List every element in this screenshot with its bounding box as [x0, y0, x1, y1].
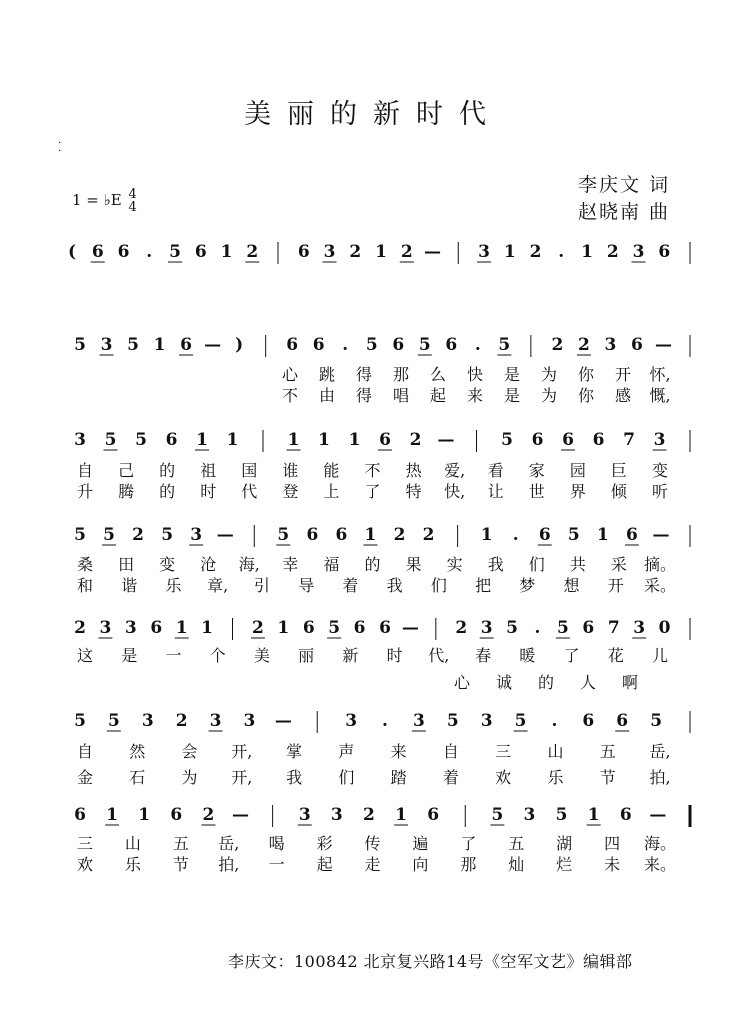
note-symbol: 5: [514, 711, 527, 731]
lyric-char: 跳: [318, 365, 336, 384]
note-symbol: 6: [379, 618, 391, 638]
note-symbol: 6: [335, 525, 348, 545]
lyric-char: 乐: [124, 855, 141, 874]
note-symbol: 5: [567, 525, 580, 545]
note-symbol: 6: [170, 805, 183, 825]
note-symbol: 1: [480, 525, 493, 545]
note-symbol: 2: [74, 618, 86, 638]
lyric-char: 果: [405, 555, 422, 574]
note-symbol: 5: [418, 335, 431, 355]
lyric-char: 得: [355, 365, 373, 384]
lyric-char: 开,: [231, 742, 253, 761]
note-symbol: 5: [365, 335, 378, 355]
lyric-char: 三: [76, 834, 94, 853]
time-unit: 4: [128, 200, 137, 215]
lyric-char: 巨: [610, 461, 627, 480]
lyric-char: 摘。: [643, 555, 677, 574]
note-symbol: 3: [141, 711, 154, 731]
lyric-char: 自: [76, 742, 94, 761]
lyric-char: 着: [442, 768, 459, 787]
lyric-char: 是: [503, 386, 521, 405]
note-symbol: ): [235, 335, 244, 355]
note-symbol: 6: [150, 618, 163, 638]
lyric-char: 我: [286, 768, 303, 787]
note-symbol: 5: [104, 430, 117, 450]
note-symbol: 1: [226, 430, 239, 450]
lyric-char: 为: [181, 768, 198, 787]
note-symbol: 1: [201, 618, 214, 638]
lyric-char: 代: [241, 482, 258, 501]
note-symbol: 1: [581, 242, 593, 262]
note-symbol: 6: [427, 805, 440, 825]
lyric-char: 为: [540, 365, 558, 384]
note-symbol: 6: [625, 525, 638, 545]
lyric-char: 怀,: [649, 365, 671, 384]
note-symbol: 1: [503, 242, 516, 262]
lyric-char: 是: [121, 646, 138, 665]
lyric-char: 金: [76, 768, 94, 787]
lyric-char: 五: [508, 834, 525, 853]
lyric-char: 引: [253, 576, 270, 595]
lyric-char: 快: [466, 365, 484, 384]
lyric-char: 石: [129, 768, 146, 787]
lyric-char: 节: [172, 855, 189, 874]
lyricist-credit: 李庆文 词: [578, 174, 671, 196]
lyric-char: 把: [475, 576, 492, 595]
lyric-char: 我: [487, 555, 504, 574]
note-symbol: —: [204, 335, 222, 355]
note-symbol: 2: [606, 242, 619, 262]
lyric-char: 喝: [268, 834, 285, 853]
note-symbol: —: [401, 618, 419, 638]
note-symbol: 5: [650, 711, 663, 731]
note-symbol: 2: [202, 805, 215, 825]
lyric-char: 实: [446, 555, 463, 574]
lyric-char: 四: [604, 834, 621, 853]
note-symbol: 6: [592, 430, 605, 450]
lyric-char: 采: [610, 555, 627, 574]
note-symbol: .: [382, 711, 388, 731]
note-symbol: 6: [531, 430, 544, 450]
lyric-char: 是: [503, 365, 521, 384]
lyric-char: 自: [442, 742, 459, 761]
note-symbol: 5: [127, 335, 139, 355]
note-symbol: 1: [364, 525, 377, 545]
lyric-char: 不: [281, 386, 299, 405]
note-symbol: 6: [286, 335, 299, 355]
note-symbol: 5: [74, 525, 86, 545]
key-label: 1 = ♭E: [72, 191, 122, 209]
lyric-char: 了: [364, 482, 381, 501]
time-beats: 4: [128, 187, 137, 202]
note-symbol: 2: [400, 242, 413, 262]
lyric-char: 祖: [200, 461, 217, 480]
lyric-char: 起: [429, 386, 447, 405]
lyric-char: 你: [577, 365, 595, 384]
lyric-char: 了: [563, 646, 580, 665]
lyric-char: 们: [338, 768, 355, 787]
note-symbol: 2: [132, 525, 145, 545]
lyric-char: 山: [547, 742, 564, 761]
lyric-char: 采。: [643, 576, 677, 595]
note-symbol: 5: [498, 335, 511, 355]
lyric-char: 腾: [118, 482, 135, 501]
note-symbol: 3: [523, 805, 536, 825]
lyric-char: 海。: [643, 834, 677, 853]
lyric-char: 啊: [621, 673, 639, 692]
lyric-char: 一: [165, 646, 182, 665]
lyric-char: 向: [412, 855, 429, 874]
lyric-char: 能: [323, 461, 340, 480]
lyric-char: 欢: [495, 768, 512, 787]
lyric-char: 时: [386, 646, 403, 665]
lyric-char: 为: [540, 386, 558, 405]
lyric-char: 我: [386, 576, 403, 595]
note-symbol: 1: [395, 805, 407, 825]
lyric-char: 的: [159, 461, 176, 480]
lyric-char: 丽: [298, 646, 315, 665]
note-symbol: 6: [312, 335, 325, 355]
lyric-char: 来: [466, 386, 484, 405]
note-symbol: 6: [353, 618, 366, 638]
note-symbol: 3: [653, 430, 666, 450]
note-symbol: .: [534, 618, 541, 638]
note-symbol: 3: [243, 711, 256, 731]
lyric-char: 界: [569, 482, 586, 501]
lyric-char: 来。: [643, 855, 677, 874]
note-symbol: 5: [135, 430, 147, 450]
lyric-char: 不: [364, 461, 381, 480]
lyric-char: 们: [430, 576, 447, 595]
note-symbol: —: [649, 805, 667, 825]
lyric-char: 新: [342, 646, 359, 665]
lyric-char: 烂: [556, 855, 573, 874]
lyric-char: 得: [355, 386, 373, 405]
lyric-char: 踏: [390, 768, 407, 787]
note-symbol: 6: [379, 430, 391, 450]
lyric-char: 听: [651, 482, 669, 501]
lyric-char: 欢: [76, 855, 94, 874]
note-symbol: 2: [455, 618, 468, 638]
note-symbol: 5: [506, 618, 519, 638]
note-symbol: 7: [607, 618, 620, 638]
note-symbol: 1: [287, 430, 300, 450]
note-symbol: 2: [363, 805, 375, 825]
note-symbol: 2: [529, 242, 542, 262]
lyric-char: 开: [607, 576, 624, 595]
note-symbol: .: [342, 335, 349, 355]
note-symbol: 6: [74, 805, 86, 825]
lyric-char: 快,: [444, 482, 466, 501]
note-symbol: 3: [323, 242, 336, 262]
note-symbol: 2: [551, 335, 564, 355]
note-symbol: 1: [375, 242, 387, 262]
lyric-char: 声: [338, 742, 355, 761]
note-symbol: 5: [169, 242, 181, 262]
lyric-char: 的: [537, 673, 555, 692]
note-symbol: 3: [633, 618, 646, 638]
note-symbol: 3: [412, 711, 425, 731]
note-symbol: 6: [619, 805, 632, 825]
note-symbol: 6: [302, 618, 315, 638]
note-symbol: 6: [165, 430, 178, 450]
note-symbol: —: [232, 805, 250, 825]
note-symbol: 6: [91, 242, 104, 262]
lyric-char: 园: [569, 461, 586, 480]
note-symbol: 3: [190, 525, 203, 545]
note-symbol: 1: [596, 525, 609, 545]
lyric-char: 乐: [547, 768, 564, 787]
lyric-char: 暖: [519, 646, 536, 665]
lyric-char: 山: [124, 834, 141, 853]
lyric-char: 国: [241, 461, 258, 480]
note-symbol: 2: [409, 430, 422, 450]
lyric-char: 乐: [165, 576, 182, 595]
note-symbol: 2: [251, 618, 264, 638]
lyric-char: 开,: [231, 768, 253, 787]
lyric-char: 心: [281, 365, 299, 384]
lyric-char: 导: [298, 576, 315, 595]
lyric-char: 春: [475, 646, 492, 665]
note-symbol: 3: [632, 242, 645, 262]
lyric-char: 了: [460, 834, 477, 853]
lyric-char: 那: [460, 855, 477, 874]
note-symbol: 5: [446, 711, 459, 731]
note-symbol: 3: [100, 335, 113, 355]
lyric-char: 己: [118, 461, 135, 480]
note-symbol: 3: [478, 242, 490, 262]
lyric-char: 世: [528, 482, 545, 501]
lyric-char: 看: [487, 461, 504, 480]
lyric-char: 拍,: [649, 768, 671, 787]
lyric-char: 慨,: [649, 386, 671, 405]
note-symbol: 5: [74, 335, 86, 355]
lyric-char: 节: [599, 768, 616, 787]
lyric-char: 桑: [76, 555, 94, 574]
lyric-char: 谁: [282, 461, 299, 480]
lyric-char: 唱: [392, 386, 410, 405]
note-symbol: 1: [196, 430, 208, 450]
lyric-char: 个: [209, 646, 226, 665]
lyric-char: 上: [323, 482, 340, 501]
lyric-char: 起: [316, 855, 333, 874]
note-symbol: —: [654, 335, 672, 355]
note-symbol: 6: [562, 430, 574, 450]
lyric-char: 人: [579, 673, 597, 692]
lyric-char: 那: [392, 365, 410, 384]
note-symbol: 2: [393, 525, 406, 545]
lyric-char: 共: [569, 555, 586, 574]
lyric-char: 变: [651, 461, 669, 480]
lyric-char: 来: [390, 742, 407, 761]
note-symbol: 6: [306, 525, 319, 545]
note-symbol: 2: [422, 525, 435, 545]
lyric-char: 爱,: [444, 461, 466, 480]
lyric-char: 变: [159, 555, 176, 574]
lyric-char: 五: [599, 742, 616, 761]
lyric-char: 的: [159, 482, 176, 501]
note-symbol: —: [274, 711, 292, 731]
note-symbol: 1: [587, 805, 600, 825]
note-symbol: 6: [297, 242, 310, 262]
lyric-char: 自: [76, 461, 94, 480]
lyric-char: 花: [607, 646, 624, 665]
note-symbol: 1: [153, 335, 166, 355]
note-symbol: .: [551, 711, 558, 731]
lyric-char: 幸: [282, 555, 299, 574]
lyric-char: 美: [253, 646, 270, 665]
lyric-char: 心: [453, 673, 471, 692]
lyric-char: 岳,: [218, 834, 240, 853]
lyric-char: 特: [405, 482, 422, 501]
note-symbol: 6: [180, 335, 193, 355]
note-symbol: .: [474, 335, 481, 355]
lyric-char: 彩: [316, 834, 333, 853]
note-symbol: 1: [138, 805, 151, 825]
lyric-char: 儿: [651, 646, 669, 665]
lyric-char: 湖: [556, 834, 573, 853]
lyric-char: 三: [495, 742, 512, 761]
note-symbol: 1: [220, 242, 233, 262]
lyric-char: 遍: [412, 834, 429, 853]
note-symbol: 3: [124, 618, 137, 638]
lyric-char: 由: [318, 386, 336, 405]
note-symbol: 2: [246, 242, 259, 262]
lyric-char: 海,: [238, 555, 260, 574]
note-symbol: 6: [582, 711, 595, 731]
note-symbol: 3: [298, 805, 311, 825]
lyric-char: 登: [282, 482, 299, 501]
margin-marks: · ·: [58, 138, 62, 157]
lyric-char: 想: [563, 576, 580, 595]
note-symbol: 5: [103, 525, 115, 545]
note-symbol: (: [67, 242, 77, 262]
lyric-char: 着: [342, 576, 359, 595]
note-symbol: 1: [318, 430, 330, 450]
note-symbol: 3: [604, 335, 617, 355]
lyric-char: 家: [528, 461, 545, 480]
lyric-char: 传: [364, 834, 381, 853]
lyric-char: 代,: [428, 646, 450, 665]
lyric-char: 走: [364, 855, 381, 874]
note-symbol: 5: [555, 805, 568, 825]
note-symbol: 6: [631, 335, 643, 355]
song-title: 美丽的新时代: [244, 99, 502, 130]
note-symbol: 5: [501, 430, 513, 450]
lyric-char: 田: [118, 555, 135, 574]
note-symbol: 3: [480, 711, 493, 731]
lyric-char: 掌: [286, 742, 303, 761]
note-symbol: 6: [538, 525, 551, 545]
lyric-char: 感: [614, 386, 632, 405]
note-symbol: 1: [175, 618, 188, 638]
note-symbol: 6: [392, 335, 405, 355]
lyric-char: 未: [604, 855, 621, 874]
lyric-char: 会: [181, 742, 198, 761]
note-symbol: 0: [658, 618, 671, 638]
lyric-char: 五: [172, 834, 189, 853]
lyric-char: 章,: [207, 576, 229, 595]
note-symbol: —: [437, 430, 455, 450]
lyric-char: 梦: [519, 576, 536, 595]
note-symbol: 5: [328, 618, 341, 638]
note-symbol: .: [558, 242, 565, 262]
lyric-char: 升: [76, 482, 94, 501]
lyric-char: 灿: [508, 855, 525, 874]
note-symbol: 3: [209, 711, 222, 731]
note-symbol: 2: [175, 711, 188, 731]
note-symbol: —: [424, 242, 441, 262]
lyric-char: 然: [129, 742, 146, 761]
lyric-char: 诚: [495, 673, 513, 692]
composer-credit: 赵晓南 曲: [578, 201, 671, 223]
lyric-char: 倾: [610, 482, 627, 501]
contact-footer: 李庆文：100842 北京复兴路14号《空军文艺》编辑部: [228, 952, 633, 971]
lyric-char: 和: [76, 576, 94, 595]
note-symbol: 6: [445, 335, 458, 355]
lyric-char: 拍,: [218, 855, 240, 874]
lyric-char: 让: [487, 482, 504, 501]
lyric-char: 么: [429, 365, 447, 384]
lyric-char: 时: [200, 482, 217, 501]
lyric-char: 开: [614, 365, 632, 384]
lyric-char: 沧: [200, 555, 217, 574]
note-symbol: 3: [345, 711, 358, 731]
note-symbol: 1: [106, 805, 119, 825]
note-symbol: 1: [277, 618, 290, 638]
note-symbol: 5: [556, 618, 569, 638]
note-symbol: 5: [74, 711, 86, 731]
note-symbol: .: [146, 242, 153, 262]
note-symbol: 6: [582, 618, 595, 638]
lyric-char: 热: [405, 461, 422, 480]
note-symbol: 2: [577, 335, 590, 355]
note-symbol: 6: [658, 242, 671, 262]
lyric-char: 的: [364, 555, 381, 574]
note-symbol: 6: [117, 242, 130, 262]
note-symbol: 3: [99, 618, 112, 638]
note-symbol: 3: [480, 618, 493, 638]
lyric-char: 这: [76, 646, 94, 665]
lyric-char: 一: [268, 855, 285, 874]
lyric-char: 谐: [121, 576, 138, 595]
lyric-char: 们: [528, 555, 545, 574]
note-symbol: 5: [161, 525, 174, 545]
note-symbol: 6: [616, 711, 629, 731]
note-symbol: 5: [277, 525, 290, 545]
lyric-char: 岳,: [649, 742, 671, 761]
note-symbol: 7: [623, 430, 635, 450]
lyric-char: 你: [577, 386, 595, 405]
note-symbol: 1: [348, 430, 361, 450]
note-symbol: 2: [349, 242, 362, 262]
note-symbol: —: [216, 525, 234, 545]
note-symbol: —: [652, 525, 670, 545]
note-symbol: .: [512, 525, 519, 545]
note-symbol: 6: [194, 242, 207, 262]
lyric-char: 福: [323, 555, 340, 574]
note-symbol: 5: [107, 711, 120, 731]
note-symbol: 3: [74, 430, 86, 450]
note-symbol: 5: [491, 805, 504, 825]
note-symbol: 3: [330, 805, 343, 825]
